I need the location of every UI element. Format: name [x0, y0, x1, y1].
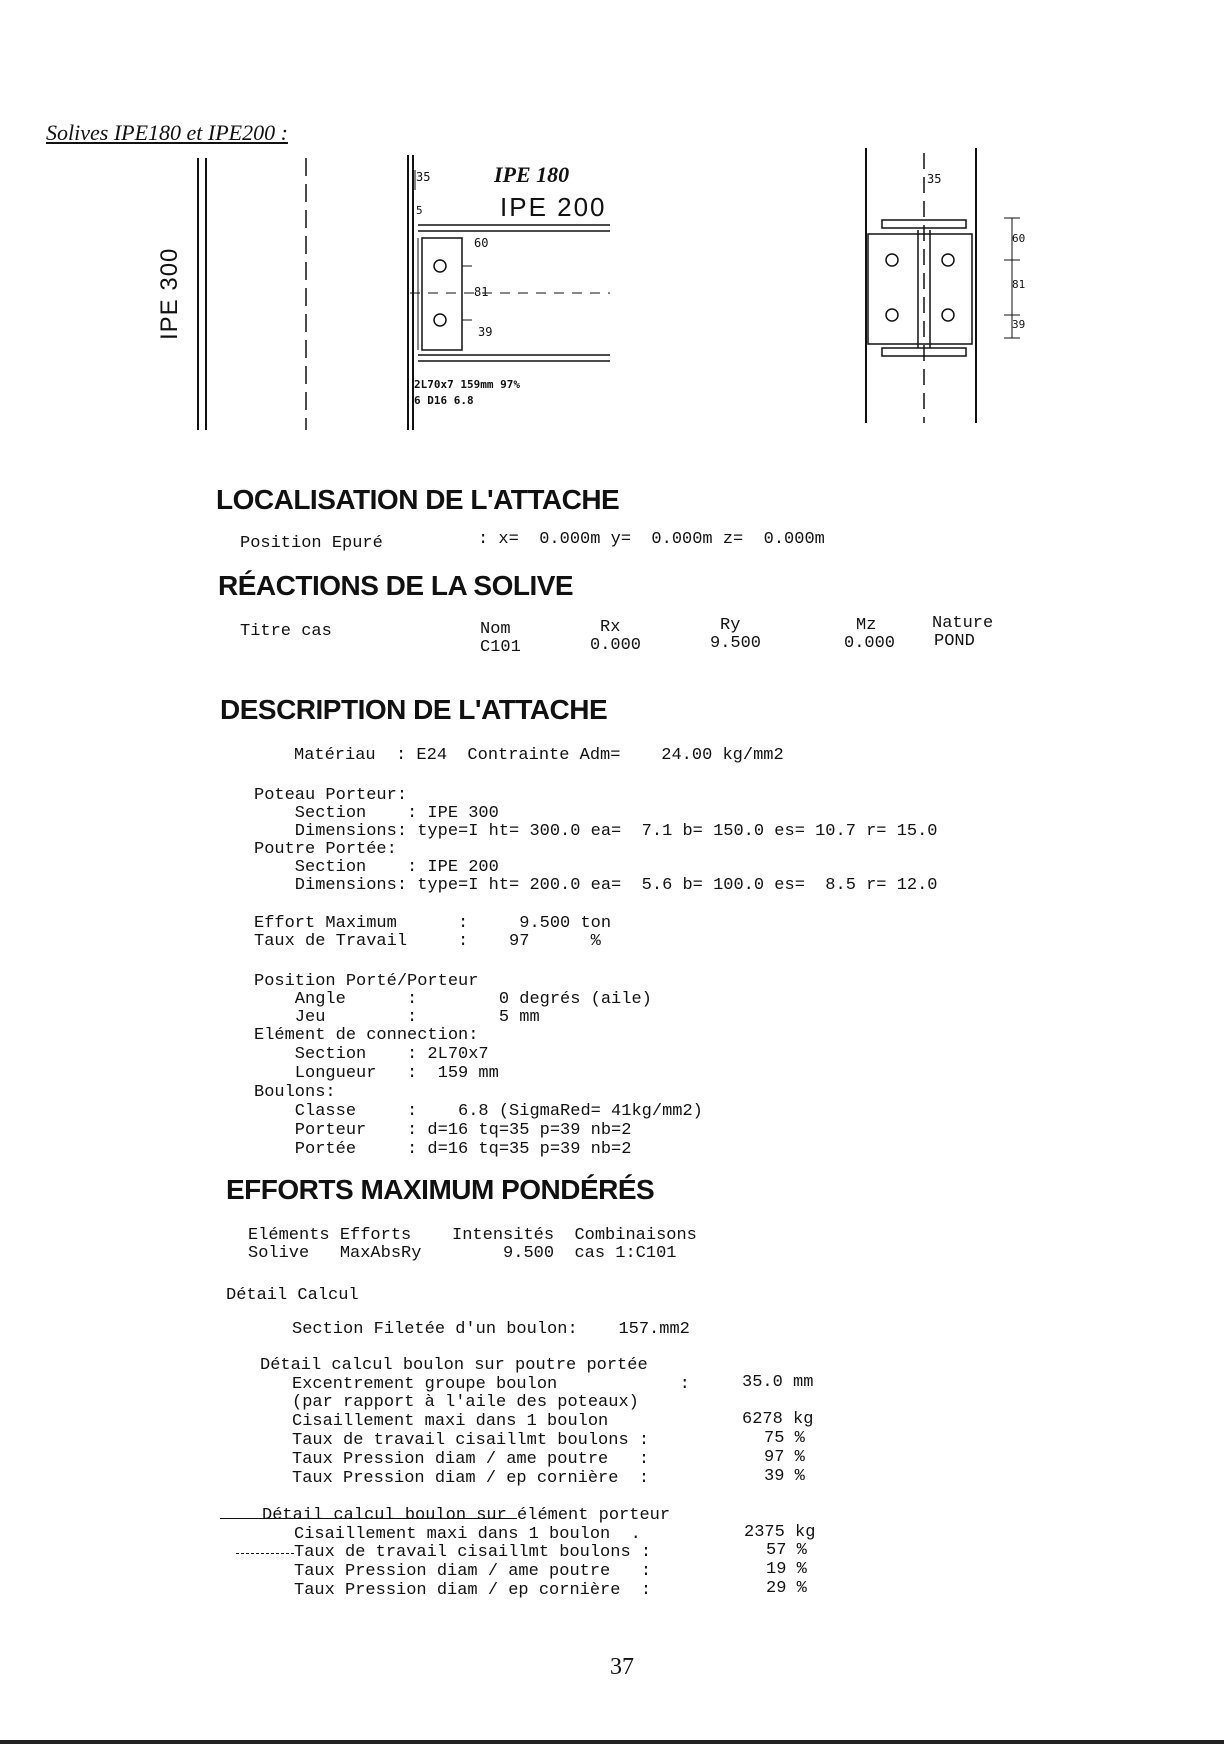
front-dim-81-label: 81 — [1012, 278, 1026, 291]
efforts-heading: EFFORTS MAXIMUM PONDÉRÉS — [226, 1174, 655, 1205]
front-dim-60-label: 60 — [1012, 232, 1026, 245]
reactions-ry: 9.500 — [710, 634, 762, 653]
front-dim-35-label: 35 — [927, 172, 942, 186]
dim-60-label: 60 — [474, 236, 489, 250]
efforts-table-row: Solive MaxAbsRy 9.500 cas 1:C101 — [248, 1244, 677, 1263]
efforts-table-header: Eléments Efforts Intensités Combinaisons — [248, 1226, 697, 1245]
element-connection-line: Elément de connection: — [254, 1026, 479, 1045]
poteau-dimensions-line: Dimensions: type=I ht= 300.0 ea= 7.1 b= 150.0 es= 10.7 r= 15.0 — [254, 822, 938, 841]
porteur-detail-label: Taux Pression diam / ame poutre : — [294, 1562, 652, 1581]
reactions-header-mz: Mz — [856, 616, 877, 635]
boulons-classe-line: Classe : 6.8 (SigmaRed= 41kg/mm2) — [254, 1102, 703, 1121]
poutre-detail-label: Cisaillement maxi dans 1 boulon — [292, 1412, 609, 1431]
porteur-detail-value: 2375 kg — [744, 1523, 816, 1542]
boulons-line: Boulons: — [254, 1083, 336, 1102]
poteau-porteur-line: Poteau Porteur: — [254, 786, 408, 805]
reactions-header-rx: Rx — [600, 618, 621, 637]
front-dim-39-label: 39 — [1012, 318, 1026, 331]
poutre-detail-value: 6278 kg — [742, 1410, 814, 1429]
poutre-detail-value: 97 % — [764, 1448, 805, 1467]
poutre-detail-label: Taux Pression diam / ame poutre : — [292, 1450, 650, 1469]
position-epure-value: : x= 0.000m y= 0.000m z= 0.000m — [478, 530, 825, 549]
poutre-portee-line: Poutre Portée: — [254, 840, 397, 859]
poutre-section-line: Section : IPE 200 — [254, 858, 499, 877]
reactions-nom: C101 — [480, 638, 521, 657]
dim-81-label: 81 — [474, 285, 489, 299]
beam-label: IPE 200 — [500, 192, 607, 222]
poutre-detail-value: 39 % — [764, 1467, 805, 1486]
description-heading: DESCRIPTION DE L'ATTACHE — [220, 694, 608, 725]
reactions-header-nom: Nom — [480, 620, 511, 639]
angle-line: Angle : 0 degrés (aile) — [254, 990, 652, 1009]
dim-39-label: 39 — [478, 325, 493, 339]
dim-35-label: 35 — [416, 170, 431, 184]
porteur-rule-line — [220, 1518, 262, 1519]
connection-section-line: Section : 2L70x7 — [254, 1045, 489, 1064]
column-elevation-drawing — [160, 158, 320, 430]
poutre-detail-value: 75 % — [764, 1429, 805, 1448]
connection-note-line1: 2L70x7 159mm 97% — [414, 378, 520, 391]
porteur-detail-value: 29 % — [766, 1579, 807, 1598]
porteur-detail-label: Taux de travail cisaillmt boulons : — [294, 1543, 652, 1562]
poutre-detail-label: Taux Pression diam / ep cornière : — [292, 1469, 650, 1488]
materiau-line: Matériau : E24 Contrainte Adm= 24.00 kg/mm2 — [294, 746, 784, 765]
reactions-header-nature: Nature — [932, 614, 994, 633]
taux-travail-line: Taux de Travail : 97 % — [254, 932, 601, 951]
reactions-label: Titre cas — [240, 622, 332, 641]
reactions-header-ry: Ry — [720, 616, 741, 635]
poteau-section-line: Section : IPE 300 — [254, 804, 499, 823]
connection-note-line2: 6 D16 6.8 — [414, 394, 474, 407]
column-label: IPE 300 — [156, 247, 183, 340]
porteur-detail-label: Cisaillement maxi dans 1 boulon . — [294, 1525, 641, 1544]
reactions-nature: POND — [934, 632, 975, 651]
connection-front-drawing — [860, 148, 1030, 428]
porteur-detail-title: Détail calcul boulon sur élément porteur — [262, 1506, 671, 1525]
localisation-heading: LOCALISATION DE L'ATTACHE — [216, 484, 620, 515]
figure-caption: Solives IPE180 et IPE200 : — [46, 120, 288, 145]
boulons-portee-line: Portée : d=16 tq=35 p=39 nb=2 — [254, 1140, 632, 1159]
porteur-strike-line — [262, 1518, 517, 1519]
handwritten-ipe180-note: IPE 180 — [494, 162, 570, 187]
position-epure-label: Position Epuré — [240, 534, 383, 553]
reactions-mz: 0.000 — [844, 634, 896, 653]
dim-5-label: 5 — [416, 204, 423, 217]
boulons-porteur-line: Porteur : d=16 tq=35 p=39 nb=2 — [254, 1121, 632, 1140]
poutre-detail-title: Détail calcul boulon sur poutre portée — [260, 1356, 648, 1375]
poutre-dimensions-line: Dimensions: type=I ht= 200.0 ea= 5.6 b= 100.0 es= 8.5 r= 12.0 — [254, 876, 938, 895]
page-number: 37 — [610, 1654, 634, 1680]
reactions-heading: RÉACTIONS DE LA SOLIVE — [218, 570, 574, 601]
section-filetee-line: Section Filetée d'un boulon: 157.mm2 — [292, 1320, 690, 1339]
effort-maximum-line: Effort Maximum : 9.500 ton — [254, 914, 612, 933]
position-porte-porteur-line: Position Porté/Porteur — [254, 972, 479, 991]
poutre-detail-label: (par rapport à l'aile des poteaux) — [292, 1393, 639, 1412]
page-bottom-edge — [0, 1740, 1224, 1744]
porteur-detail-value: 57 % — [766, 1541, 807, 1560]
porteur-detail-value: 19 % — [766, 1560, 807, 1579]
porteur-detail-label: Taux Pression diam / ep cornière : — [294, 1581, 652, 1600]
poutre-detail-label: Taux de travail cisaillmt boulons : — [292, 1431, 650, 1450]
detail-calcul-label: Détail Calcul — [226, 1286, 359, 1305]
reactions-rx: 0.000 — [590, 636, 642, 655]
connection-longueur-line: Longueur : 159 mm — [254, 1064, 499, 1083]
jeu-line: Jeu : 5 mm — [254, 1008, 540, 1027]
poutre-detail-value: 35.0 mm — [742, 1373, 814, 1392]
poutre-detail-label: Excentrement groupe boulon : — [292, 1375, 690, 1394]
porteur-dash-line — [236, 1553, 294, 1554]
